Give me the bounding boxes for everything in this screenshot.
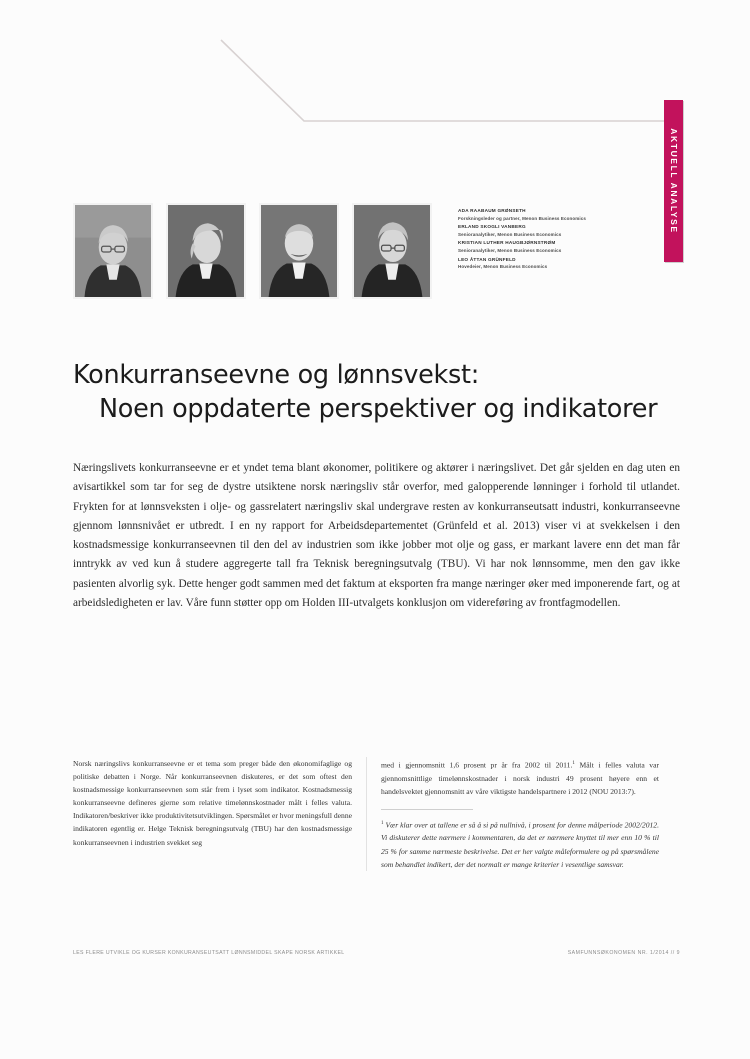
footer-journal-issue: SAMFUNNSØKONOMEN NR. 1/2014 // 9 [567,950,680,956]
article-title [73,358,673,426]
author-name-3: KRISTIAN LUTHER HAUGBJØRNSTRØM [458,240,556,246]
author-portraits [73,203,432,299]
abstract-text-right [381,757,659,798]
footnote-text: Vær klar over at tallene er så å si på nullnivå, i prosent for denne målperiode 2002/2012. Vi diskuterer dette nærmere i kommentaren, da det er nærmere knyttet til mer enn 10 % til 25 % for samme nærmeste beskrivelse. Det er her valgte måleformulere og på spørsmålene som behandlet indikert, der det normalt er mange kriterier i vesentlige samsvar. [381,820,659,869]
abstract-column-left [73,757,366,871]
decorative-polyline [0,0,750,200]
portrait-author-1 [73,203,153,299]
abstract-text-left: Norsk næringslivs konkurranseevne er et tema som preger både den økonomifaglige og politiske debatten i Norge. Når konkurranseevnen diskuteres, er det som oftest den kostnadsmessige konkurranseevnen som står frem i lyset som indikator. Kostnadsmessig konkurranseevne defineres gjerne som relative timelønnskostnader målt i felles valuta. Indikatoren/beskriver ikke produktivitetsutviklingen. Spørsmålet er hvor meningsfull denne indikatoren egentlig er. Helge Teknisk beregningsutvalg (TBU) har den kostnadsmessige konkurranseevnen i industrien svekket seg [73,759,352,847]
footnote-marker: 1 [381,820,384,826]
footnote [381,817,659,871]
section-tab-label: AKTUELL ANALYSE [668,128,679,234]
title-line-1: Konkurranseevne og lønnsvekst: [73,360,479,390]
portrait-author-4 [352,203,432,299]
section-tab [664,100,683,262]
author-name-1: ADA RAABAUM GRØNSETH [458,208,526,213]
author-affil-2: Senioranalytiker, Menon Business Economics [458,231,562,237]
author-affil-3: Senioranalytiker, Menon Business Economics [458,247,562,253]
page-footer [73,950,680,956]
author-name-4: LEO ÅTTAN GRÜNFELD [458,256,516,262]
footer-article-reference: LES FLERE UTVIKLE OG KURSER KONKURANSEUTSATT LØNNSMIDDEL SKAPE NORSK ARTIKKEL [73,950,345,956]
portrait-author-3 [259,203,339,299]
author-name-2: ERLAND SKOGLI VANBERG [458,224,526,230]
abstract-column-right [366,757,659,871]
abstract-section [73,757,680,871]
author-credits [458,207,648,272]
title-line-2: Noen oppdaterte perspektiver og indikatorer [99,394,658,424]
abstract-right-rest: Målt i felles valuta var gjennomsnittlige timelønnskostnader i norsk industri 49 prosent høyere enn et handelsvektet gjennomsnitt av våre viktigste handelspartnere i 2012 (NOU 2013:7). [381,760,659,796]
footnote-separator [381,809,473,810]
author-affil-4: Hovedeier, Menon Business Economics [458,264,548,270]
abstract-right-intro: med i gjennomsnitt 1,6 prosent pr år fra 2002 til 2011. [381,760,573,770]
footnote-reference: 1 [572,760,575,766]
article-intro-paragraph: Næringslivets konkurranseevne er et yndet tema blant økonomer, politikere og aktører i næringslivet. Det går sjelden en dag uten en avisartikkel som tar for seg de dystre utsiktene norsk næringsliv står overfor, med galopperende lønninger i forhold til utlandet. Frykten for at lønnsveksten i olje- og gassrelatert næringsliv skal undergrave resten av konkurranseutsatt industri, konkurranseevne gjennom lønnsnivået er utbredt. I en ny rapport for Arbeidsdepartementet (Grünfeld et al. 2013) viser vi at svekkelsen i den kostnadsmessige konkurranseevnen til den del av industrien som ikke jobber mot olje og gass, er markant lavere enn det man får inntrykk av ved kun å studere aggregerte tall fra Teknisk beregningsutvalg (TBU). Vi har nok lønnsomme, men den gav ikke pasienten alvorlig syk. Dette henger godt sammen med det faktum at eksporten fra mange næringer øker med imponerende fart, og at arbeidsledigheten er lav. Våre funn støtter opp om Holden III-utvalgets konklusjon om videreføring av frontfagmodellen. [73,462,680,609]
portrait-author-2 [166,203,246,299]
author-affil-1: Forskningsleder og partner, Menon Business Economics [458,215,587,221]
